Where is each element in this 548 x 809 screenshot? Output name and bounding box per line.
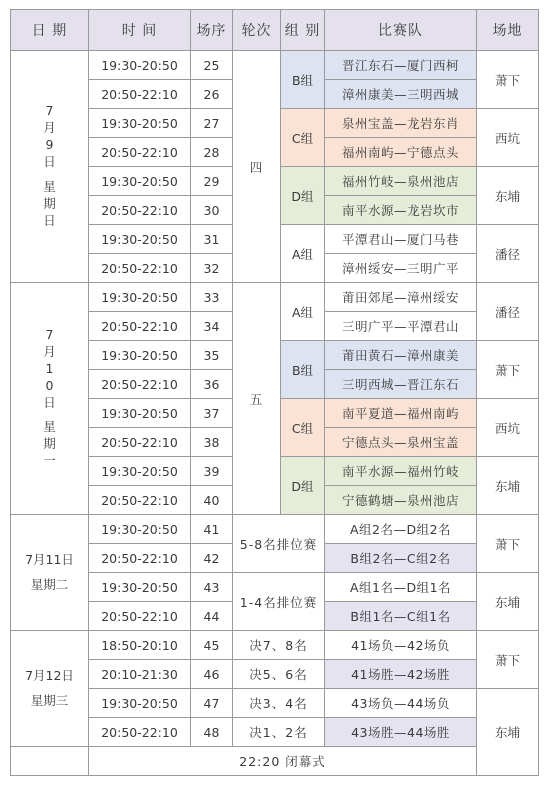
round-cell: 决1、2名 <box>233 718 325 747</box>
time-cell: 20:50-22:10 <box>89 428 191 457</box>
table-row <box>11 515 539 544</box>
teams-cell: B组1名—C组1名 <box>325 602 477 631</box>
teams-cell: 43场负—44场负 <box>325 689 477 718</box>
round-cell: 五 <box>233 283 281 515</box>
venue-cell: 潘径 <box>477 283 539 341</box>
teams-cell: 宁德点头—泉州宝盖 <box>325 428 477 457</box>
seq-cell: 41 <box>191 515 233 544</box>
venue-cell: 东埔 <box>477 457 539 515</box>
seq-cell: 39 <box>191 457 233 486</box>
seq-cell: 35 <box>191 341 233 370</box>
match-schedule-table <box>10 9 539 776</box>
header-time: 时 间 <box>89 10 191 51</box>
teams-cell: 福州南屿—宁德点头 <box>325 138 477 167</box>
teams-cell: 南平水源—福州竹岐 <box>325 457 477 486</box>
time-cell: 20:50-22:10 <box>89 602 191 631</box>
round-cell: 1-4名排位赛 <box>233 573 325 631</box>
group-cell: C组 <box>281 109 325 167</box>
date-cell <box>11 515 89 631</box>
time-cell: 19:30-20:50 <box>89 109 191 138</box>
group-cell: A组 <box>281 225 325 283</box>
group-cell: C组 <box>281 399 325 457</box>
round-cell: 决5、6名 <box>233 660 325 689</box>
time-cell: 20:50-22:10 <box>89 80 191 109</box>
teams-cell: 43场胜—44场胜 <box>325 718 477 747</box>
date-label: 7月11日 <box>25 551 74 567</box>
seq-cell: 30 <box>191 196 233 225</box>
venue-cell: 西坑 <box>477 399 539 457</box>
venue-cell: 萧下 <box>477 51 539 109</box>
time-cell: 20:50-22:10 <box>89 370 191 399</box>
seq-cell: 26 <box>191 80 233 109</box>
teams-cell: 41场胜—42场胜 <box>325 660 477 689</box>
seq-cell: 34 <box>191 312 233 341</box>
time-cell: 20:10-21:30 <box>89 660 191 689</box>
seq-cell: 28 <box>191 138 233 167</box>
date-gap <box>11 171 88 179</box>
closing-date-blank <box>11 747 89 776</box>
teams-cell: 福州竹岐—泉州池店 <box>325 167 477 196</box>
group-cell: D组 <box>281 167 325 225</box>
teams-cell: 宁德鹤塘—泉州池店 <box>325 486 477 515</box>
time-cell: 19:30-20:50 <box>89 399 191 428</box>
group-cell: B组 <box>281 51 325 109</box>
seq-cell: 45 <box>191 631 233 660</box>
seq-cell: 48 <box>191 718 233 747</box>
seq-cell: 44 <box>191 602 233 631</box>
date-label: 7月9日 <box>43 103 56 170</box>
seq-cell: 27 <box>191 109 233 138</box>
teams-cell: 平潭君山—厦门马巷 <box>325 225 477 254</box>
venue-cell: 东埔 <box>477 167 539 225</box>
header-date: 日 期 <box>11 10 89 51</box>
teams-cell: 三明西城—晋江东石 <box>325 370 477 399</box>
round-cell: 四 <box>233 51 281 283</box>
teams-cell: 41场负—42场负 <box>325 631 477 660</box>
teams-cell: 晋江东石—厦门西柯 <box>325 51 477 80</box>
seq-cell: 47 <box>191 689 233 718</box>
table-row <box>11 660 539 689</box>
teams-cell: 莆田郊尾—漳州绥安 <box>325 283 477 312</box>
teams-cell: 南平水源—龙岩坎市 <box>325 196 477 225</box>
time-cell: 19:30-20:50 <box>89 283 191 312</box>
time-cell: 19:30-20:50 <box>89 167 191 196</box>
teams-cell: A组2名—D组2名 <box>325 515 477 544</box>
schedule-sheet <box>10 9 539 776</box>
teams-cell: 漳州绥安—三明广平 <box>325 254 477 283</box>
date-gap <box>11 685 88 693</box>
teams-cell: 漳州康美—三明西城 <box>325 80 477 109</box>
table-row <box>11 283 539 312</box>
seq-cell: 43 <box>191 573 233 602</box>
group-cell: B组 <box>281 341 325 399</box>
group-cell: D组 <box>281 457 325 515</box>
header-group: 组 别 <box>281 10 325 51</box>
closing-ceremony-cell: 22:20 闭幕式 <box>89 747 477 776</box>
seq-cell: 25 <box>191 51 233 80</box>
round-cell: 决3、4名 <box>233 689 325 718</box>
time-cell: 18:50-20:10 <box>89 631 191 660</box>
table-row <box>11 51 539 80</box>
seq-cell: 38 <box>191 428 233 457</box>
time-cell: 19:30-20:50 <box>89 457 191 486</box>
seq-cell: 33 <box>191 283 233 312</box>
time-cell: 20:50-22:10 <box>89 138 191 167</box>
table-row <box>11 718 539 747</box>
time-cell: 20:50-22:10 <box>89 254 191 283</box>
time-cell: 19:30-20:50 <box>89 341 191 370</box>
group-cell: A组 <box>281 283 325 341</box>
seq-cell: 37 <box>191 399 233 428</box>
teams-cell: 南平夏道—福州南屿 <box>325 399 477 428</box>
time-cell: 20:50-22:10 <box>89 486 191 515</box>
header-seq: 场序 <box>191 10 233 51</box>
venue-cell: 潘径 <box>477 225 539 283</box>
seq-cell: 40 <box>191 486 233 515</box>
venue-cell: 西坑 <box>477 109 539 167</box>
header-row <box>11 10 539 51</box>
seq-cell: 42 <box>191 544 233 573</box>
venue-cell: 萧下 <box>477 515 539 573</box>
teams-cell: B组2名—C组2名 <box>325 544 477 573</box>
weekday-label: 星期二 <box>30 576 69 592</box>
teams-cell: A组1名—D组1名 <box>325 573 477 602</box>
venue-cell: 东埔 <box>477 689 539 776</box>
weekday-label: 星期三 <box>30 692 69 708</box>
time-cell: 19:30-20:50 <box>89 225 191 254</box>
time-cell: 19:30-20:50 <box>89 689 191 718</box>
table-row <box>11 631 539 660</box>
time-cell: 20:50-22:10 <box>89 312 191 341</box>
date-cell <box>11 51 89 283</box>
seq-cell: 32 <box>191 254 233 283</box>
table-row <box>11 573 539 602</box>
time-cell: 19:30-20:50 <box>89 515 191 544</box>
weekday-label: 星期日 <box>43 178 56 228</box>
round-cell: 决7、8名 <box>233 631 325 660</box>
date-label: 7月12日 <box>25 667 74 683</box>
time-cell: 19:30-20:50 <box>89 51 191 80</box>
teams-cell: 三明广平—平潭君山 <box>325 312 477 341</box>
date-gap <box>11 569 88 577</box>
teams-cell: 莆田黄石—漳州康美 <box>325 341 477 370</box>
date-label: 7月10日 <box>43 327 56 410</box>
header-round: 轮次 <box>233 10 281 51</box>
table-row <box>11 689 539 718</box>
time-cell: 19:30-20:50 <box>89 573 191 602</box>
round-cell: 5-8名排位赛 <box>233 515 325 573</box>
teams-cell: 泉州宝盖—龙岩东肖 <box>325 109 477 138</box>
schedule-body <box>11 51 539 776</box>
weekday-label: 星期一 <box>43 419 56 469</box>
date-cell <box>11 283 89 515</box>
header-venue: 场地 <box>477 10 539 51</box>
time-cell: 20:50-22:10 <box>89 196 191 225</box>
date-cell <box>11 631 89 747</box>
venue-cell: 东埔 <box>477 573 539 631</box>
header-teams: 比赛队 <box>325 10 477 51</box>
seq-cell: 46 <box>191 660 233 689</box>
venue-cell: 萧下 <box>477 341 539 399</box>
time-cell: 20:50-22:10 <box>89 544 191 573</box>
seq-cell: 29 <box>191 167 233 196</box>
date-gap <box>11 411 88 419</box>
venue-cell: 萧下 <box>477 631 539 689</box>
closing-row <box>11 747 539 776</box>
seq-cell: 31 <box>191 225 233 254</box>
time-cell: 20:50-22:10 <box>89 718 191 747</box>
seq-cell: 36 <box>191 370 233 399</box>
